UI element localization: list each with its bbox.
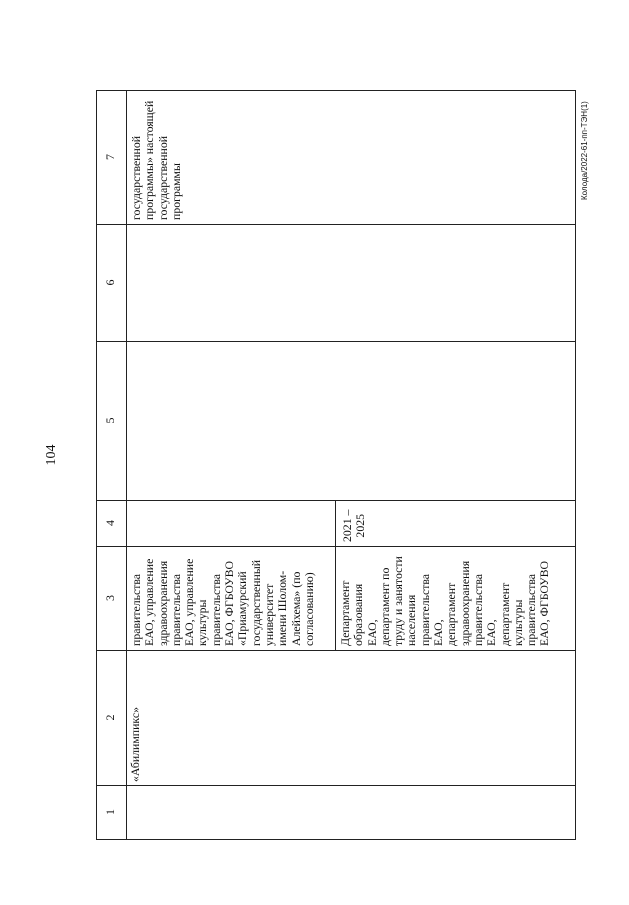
column-separator-6-7 bbox=[96, 224, 576, 225]
header-col-7: 7 bbox=[103, 154, 117, 160]
table-border-bottom bbox=[96, 839, 576, 840]
column-separator-2-3 bbox=[96, 650, 576, 651]
table-border-right bbox=[575, 90, 576, 840]
cell-col-4-period: 2021 – 2025 bbox=[340, 509, 368, 542]
document-code: Колода/2022-61-пп-ТЭН(1) bbox=[580, 101, 589, 200]
cell-col-7-note: государственной программы» настоящей государственной программы bbox=[129, 100, 183, 220]
cell-col-2-event-name: «Абилимпикс» bbox=[128, 707, 142, 782]
column-separator-3-4 bbox=[96, 546, 576, 547]
cell-col-3-executors-2: Департамент образования ЕАО, департамент по труду и занятости населения правительства ЕАО, департамент здравоохранения правительства ЕАО, департамент культуры правительства ЕАО, ФГБОУВО bbox=[338, 556, 552, 646]
column-separator-4-5 bbox=[96, 500, 576, 501]
row-separator bbox=[335, 500, 336, 650]
header-col-4: 4 bbox=[103, 520, 117, 526]
header-col-5: 5 bbox=[103, 417, 117, 424]
table-border-top bbox=[96, 90, 576, 91]
column-separator-1-2 bbox=[96, 785, 576, 786]
table-border-left bbox=[96, 90, 97, 840]
page-number: 104 bbox=[44, 444, 59, 466]
column-separator-5-6 bbox=[96, 341, 576, 342]
header-col-2: 2 bbox=[103, 714, 117, 721]
header-col-1: 1 bbox=[103, 809, 117, 815]
header-separator bbox=[126, 90, 127, 840]
cell-col-3-executors-1: правительства ЕАО, управление здравоохранения правительства ЕАО, управление культуры правительства ЕАО, ФГБОУВО «Приамурский государственный университет имени Шолом- Алейхема» (по согласованию) bbox=[129, 558, 316, 646]
header-col-3: 3 bbox=[103, 595, 117, 601]
header-col-6: 6 bbox=[103, 279, 117, 286]
landscape-table bbox=[96, 90, 576, 840]
